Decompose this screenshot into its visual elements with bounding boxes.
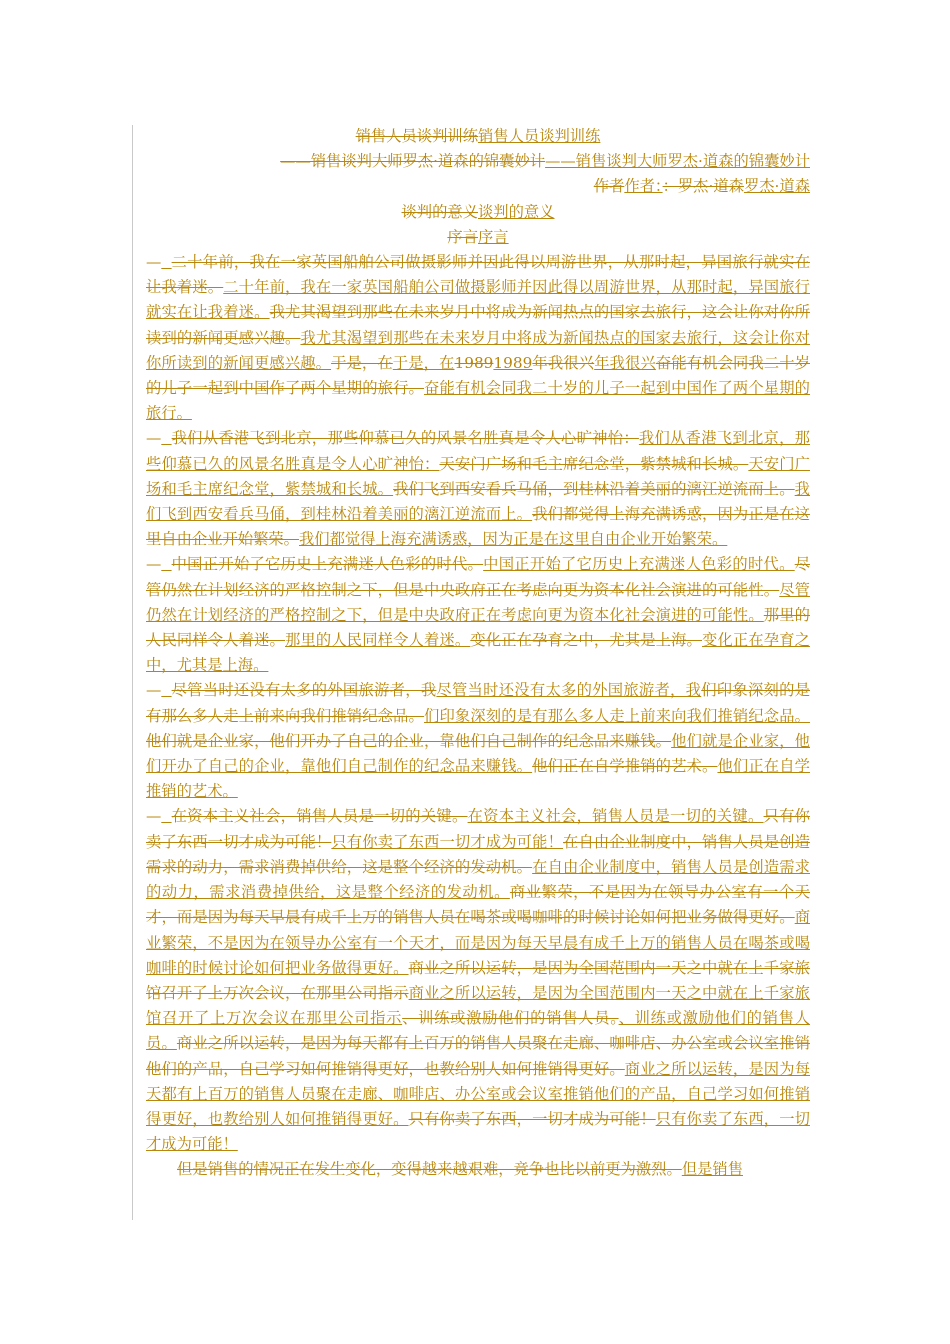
inserted-text: 变化正在孕育之中，尤其是上海。 [146,631,810,675]
deleted-text: 商业之所以运转，是因为全国范围内一天之中就在上千家旅馆召开了上万次会议，在那里公司指示 [146,958,810,1002]
paragraph-5 [146,804,810,1157]
inserted-text: 他们正在自学推销的艺术。 [146,757,810,801]
preface-inserted: 序言 [478,227,509,246]
section-heading [146,200,810,225]
inserted-text: 1989 [493,353,533,372]
title-inserted: 销售人员谈判训练 [478,127,601,145]
deleted-text: 我们都觉得上海充满诱惑，因为正是在这里自由企业开始繁荣。 [146,505,810,549]
preface-deleted: 序言 [447,227,478,246]
inserted-text: 我尤其渴望到那些在未来岁月中将成为新闻热点的国家去旅行，这会让你对你所读到的新闻更感兴趣。 [146,328,810,372]
paragraph-2 [146,426,810,552]
inserted-text: 中国正开始了它历史上充满迷人色彩的时代。 [483,555,795,574]
dash-lead: — [146,681,162,700]
subtitle-deleted: ——销售谈判大师罗杰·道森的锦囊妙计 [280,152,546,171]
inserted-text: 商业繁荣，不是因为在领导办公室有一个天才，而是因为每天早晨有成千上万的销售人员在喝茶或喝咖啡的时候讨论如何把业务做得更好。 [146,908,810,977]
deleted-text: 他们就是企业家，他们开办了自己的企业，靠他们自己制作的纪念品来赚钱。 [146,731,672,750]
deleted-text: 中国正开始了它历史上充满迷人色彩的时代。 [171,555,484,574]
inserted-text: 商业之所以运转，是因为每天都有上百万的销售人员聚在走廊、咖啡店、办公室或会议室推销他们的产品，自己学习如何推销得更好，也教给别人如何推销得更好。 [146,1059,810,1128]
inserted-text: 们印象深刻的是有那么多人走上前来向我们推销纪念品。 [424,706,810,725]
dash-lead: — [146,555,162,574]
deleted-text: 尽管仍然在计划经济的严格控制之下，但是中央政府正在考虑向更为资本化社会演进的可能性。 [146,555,810,599]
section-inserted: 谈判的意义 [478,202,555,221]
deleted-text: 那里的人民同样令人着迷。 [146,605,810,650]
deleted-text: 变化正在孕育之中，尤其是上海。 [470,631,702,650]
deleted-text: 们印象深刻的是有那么多人走上前来向我们推销纪念品。 [146,681,810,725]
inserted-text: 他们就是企业家，他们开办了自己的企业，靠他们自己制作的纪念品来赚钱。 [146,731,810,776]
inserted-text: 尽管当时还没有太多的外国旅游者，我 [436,681,702,700]
deleted-text: 但是销售的情况正在发生变化，变得越来越艰难，竞争也比以前更为激烈。 [177,1160,682,1179]
deleted-text: 我们从香港飞到北京，那些仰慕已久的风景名胜真是令人心旷神怡： [171,429,639,448]
section-deleted: 谈判的意义 [401,202,478,221]
paragraph-3 [146,552,810,678]
paragraph-6 [146,1157,810,1182]
inserted-text: 只有你卖了东西，一切才成为可能！ [146,1109,810,1154]
deleted-text: 商业之所以运转，是因为每天都有上百万的销售人员聚在走廊、咖啡店、办公室或会议室推销他们的产品，自己学习如何推销得更好，也教给别人如何推销得更好。 [146,1034,810,1078]
title-deleted: 销售人员谈判训练 [355,127,478,145]
paragraph-1 [146,250,810,426]
deleted-text: 尽管当时还没有太多的外国旅游者，我 [171,681,437,700]
document-subtitle [146,149,810,174]
left-margin-rule [132,125,133,1220]
author-deleted-1: 作者 [593,177,625,196]
inserted-text: 我们从香港飞到北京，那些仰慕已久的风景名胜真是令人心旷神怡： [146,429,810,473]
inserted-text: 在资本主义社会，销售人员是一切的关键。 [467,807,764,826]
paragraph-4 [146,678,810,804]
deleted-text: 只有你卖了东西，一切才成为可能！ [408,1109,656,1128]
inserted-text: 于是，在 [392,353,455,372]
deleted-text: 年我很兴 [532,353,595,372]
author-inserted-1: 作者： [624,177,663,196]
inserted-text: 商业之所以运转，是因为全国范围内一天之中就在上千家旅馆召开了上万次会议在那里公司指示 [146,983,810,1028]
subtitle-inserted: ——销售谈判大师罗杰·道森的锦囊妙计 [545,152,810,171]
document-title [146,124,810,149]
inserted-text [161,429,171,447]
inserted-text: 我们都觉得上海充满诱惑，因为正是在这里自由企业开始繁荣。 [298,530,728,549]
dash-lead: — [146,429,162,448]
deleted-text: 我们飞到西安看兵马俑，到桂林沿着美丽的漓江逆流而上。 [393,479,795,498]
deleted-text: 于是，在 [331,353,393,372]
deleted-text: 只有你卖了东西一切才成为可能！ [146,807,810,851]
preface-heading [146,225,810,250]
deleted-text: 在资本主义社会，销售人员是一切的关键。 [171,807,468,826]
inserted-text: 二十年前，我在一家英国船舶公司做摄影师并因此得以周游世界，从那时起，异国旅行就实在让我着迷。 [146,278,810,322]
dash-lead: — [146,253,162,272]
inserted-text: 那里的人民同样令人着迷。 [285,631,471,650]
dash-lead: — [146,807,162,826]
inserted-text: 但是销售 [681,1160,744,1179]
inserted-text: 年我很兴 [594,353,656,372]
deleted-text: 、训练或激励他们的销售人员。 [402,1009,619,1028]
deleted-text: 他们正在自学推销的艺术。 [532,757,718,776]
deleted-text: 商业繁荣，不是因为在领导办公室有一个天才，而是因为每天早晨有成千上万的销售人员在喝茶或喝咖啡的时候讨论如何把业务做得更好。 [146,883,810,927]
deleted-text: 在自由企业制度中，销售人员是创造需求的动力，需求消费掉供给，这是整个经济的发动机。 [146,832,810,876]
inserted-text: 尽管仍然在计划经济的严格控制之下，但是中央政府正在考虑向更为资本化社会演进的可能性。 [146,580,810,624]
author-line [146,174,810,199]
inserted-text: 奋能有机会同我二十岁的儿子一起到中国作了两个星期的旅行。 [146,379,810,423]
document-body [146,124,810,1183]
inserted-text [161,807,171,825]
deleted-text: 奋能有机会同我二十岁的儿子一起到中国作了两个星期的旅行。 [146,353,810,398]
inserted-text [161,253,171,271]
inserted-text: 天安门广场和毛主席纪念堂，紫禁城和长城。 [146,454,810,498]
author-inserted-2: 罗杰·道森 [743,177,810,196]
author-deleted-2: ：罗杰·道森 [662,177,744,196]
inserted-text: 、训练或激励他们的销售人员。 [146,1009,810,1053]
deleted-text: 我尤其渴望到那些在未来岁月中将成为新闻热点的国家去旅行，这会让你对你所读到的新闻更感兴趣。 [146,303,810,347]
inserted-text [161,681,171,699]
inserted-text [161,555,171,573]
deleted-text: 二十年前，我在一家英国船舶公司做摄影师并因此得以周游世界，从那时起，异国旅行就实在让我着迷。 [146,253,810,297]
inserted-text: 我们飞到西安看兵马俑，到桂林沿着美丽的漓江逆流而上。 [146,479,810,524]
inserted-text: 在自由企业制度中，销售人员是创造需求的动力，需求消费掉供给，这是整个经济的发动机。 [146,857,810,902]
inserted-text: 只有你卖了东西一切才成为可能！ [331,832,564,851]
deleted-text: 1989 [454,353,494,372]
deleted-text: 天安门广场和毛主席纪念堂，紫禁城和长城。 [439,454,749,473]
